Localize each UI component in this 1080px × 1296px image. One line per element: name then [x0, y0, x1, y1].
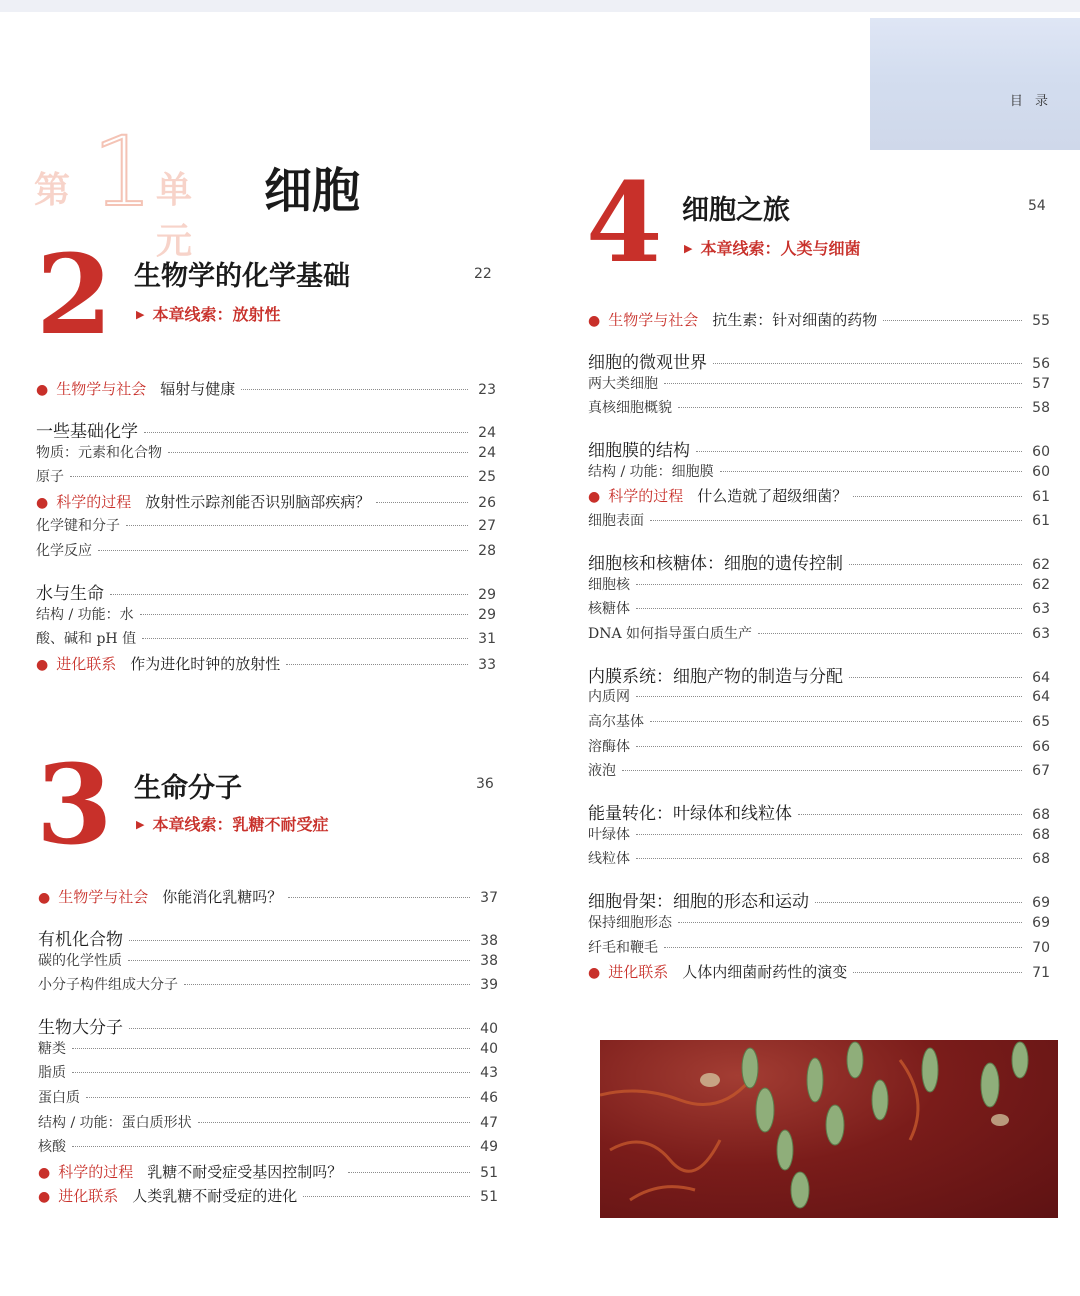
bacteria-icon [600, 1040, 1058, 1218]
dot-leader [241, 389, 468, 390]
toc-subsection-row[interactable] [588, 461, 1050, 481]
toc-entry-title: 酸、碱和 pH 值 [36, 631, 137, 648]
toc-page-number: 51 [480, 1164, 498, 1181]
dot-leader [376, 502, 468, 503]
feature-title: 抗生素：针对细菌的药物 [712, 311, 878, 329]
toc-entry-title: 细胞核 [588, 576, 630, 593]
chapter-3-header [36, 740, 496, 869]
toc-page-number: 67 [1032, 763, 1050, 780]
toc-entry-title: 液泡 [588, 763, 616, 780]
toc-page-number: 61 [1032, 489, 1050, 506]
dot-leader [678, 407, 1022, 408]
dot-leader [86, 1097, 470, 1098]
chapter-title[interactable]: 生命分子 [134, 773, 242, 804]
thread-label: 本章线索： [152, 815, 233, 834]
toc-page-number: 64 [1032, 689, 1050, 706]
toc-entry-title: 生物大分子 [38, 1018, 123, 1039]
dot-leader [72, 1072, 470, 1073]
dot-leader [286, 664, 468, 665]
toc-feature-row[interactable] [38, 886, 498, 907]
toc-section-row[interactable] [36, 417, 496, 442]
unit-title: 细胞 [264, 163, 361, 219]
toc-page-number: 27 [478, 518, 496, 535]
toc-feature-row[interactable] [588, 309, 1050, 330]
contents-tab [870, 18, 1080, 150]
dot-leader [758, 633, 1022, 634]
chapter-thread [136, 812, 329, 835]
top-band [0, 0, 1080, 12]
toc-entry-title: 细胞骨架：细胞的形态和运动 [588, 892, 809, 913]
toc-section-row[interactable] [38, 1013, 498, 1038]
toc-entry-title: 溶酶体 [588, 738, 630, 755]
chapter-number: 2 [36, 230, 113, 359]
toc-subsection-row[interactable] [588, 711, 1050, 731]
toc-entry-title: 结构 / 功能：蛋白质形状 [38, 1114, 192, 1131]
toc-page-number: 61 [1032, 513, 1050, 529]
toc-subsection-row[interactable] [38, 1062, 498, 1082]
dot-leader [853, 496, 1022, 497]
bullet-icon: ● [588, 313, 601, 329]
toc-entry-title: 化学反应 [36, 543, 92, 559]
bullet-icon: ● [36, 656, 49, 673]
toc-subsection-row[interactable] [588, 510, 1050, 530]
toc-entry-title: 小分子构件组成大分子 [38, 977, 178, 994]
toc-page-number: 46 [480, 1090, 498, 1106]
thread-label: 本章线索： [700, 239, 781, 258]
toc-section-row[interactable] [588, 436, 1050, 461]
toc-subsection-row[interactable] [588, 373, 1050, 393]
toc-page-number: 66 [1032, 738, 1050, 755]
dot-leader [883, 320, 1022, 321]
toc-entry-title: 核酸 [38, 1139, 66, 1156]
toc-page-number: 68 [1032, 851, 1050, 868]
toc-feature-row[interactable] [588, 961, 1050, 982]
toc-subsection-row[interactable] [38, 1038, 498, 1058]
toc-subsection-row[interactable] [36, 442, 496, 462]
dot-leader [144, 432, 468, 433]
feature-tag: 科学的过程 [608, 487, 684, 506]
toc-feature-entry [38, 886, 282, 907]
dot-leader [636, 584, 1022, 585]
toc-section-row[interactable] [588, 799, 1050, 824]
toc-feature-row[interactable] [36, 653, 496, 674]
bullet-icon: ● [36, 382, 49, 398]
toc-entry-title: 化学键和分子 [36, 518, 120, 535]
feature-title: 作为进化时钟的放射性 [130, 654, 281, 673]
dot-leader [168, 452, 468, 453]
bullet-icon: ● [588, 489, 601, 506]
toc-feature-entry [36, 378, 235, 399]
toc-feature-entry [36, 491, 370, 512]
toc-feature-entry [36, 653, 280, 674]
toc-page-number: 70 [1032, 939, 1050, 956]
toc-subsection-row[interactable] [588, 686, 1050, 706]
feature-tag: 科学的过程 [56, 492, 132, 511]
toc-page-number: 65 [1032, 714, 1050, 730]
toc-entry-title: 结构 / 功能：细胞膜 [588, 463, 714, 480]
feature-tag: 进化联系 [608, 963, 669, 982]
dot-leader [198, 1122, 470, 1123]
toc-page-number: 29 [478, 587, 496, 603]
toc-entry-title: 高尔基体 [588, 714, 644, 730]
dot-leader [110, 594, 468, 595]
toc-page-number: 49 [480, 1139, 498, 1156]
toc-subsection-row[interactable] [36, 540, 496, 560]
toc-page-number: 43 [480, 1065, 498, 1082]
toc-entry-title: 有机化合物 [38, 930, 123, 950]
toc-page-number: 40 [480, 1040, 498, 1057]
toc-entry-title: 碳的化学性质 [38, 952, 122, 969]
feature-title: 放射性示踪剂能否识别脑部疾病？ [145, 492, 371, 511]
toc-page-number: 55 [1032, 313, 1050, 329]
toc-subsection-row[interactable] [38, 974, 498, 994]
toc-feature-row[interactable] [36, 378, 496, 399]
unit-suffix: 单元 [156, 169, 193, 262]
dot-leader [678, 922, 1022, 923]
triangle-icon: ▶ [684, 242, 693, 255]
toc-page-number: 26 [478, 494, 496, 511]
toc-entry-title: 物质：元素和化合物 [36, 444, 162, 461]
toc-page-number: 69 [1032, 915, 1050, 931]
toc-entry-title: 保持细胞形态 [588, 915, 672, 931]
unit-number: 1 [92, 116, 154, 228]
dot-leader [70, 476, 468, 477]
toc-page-number: 64 [1032, 669, 1050, 686]
toc-subsection-row[interactable] [588, 598, 1050, 618]
toc-feature-entry [588, 309, 877, 330]
dot-leader [636, 608, 1022, 609]
toc-entry-title: 叶绿体 [588, 826, 630, 843]
dot-leader [142, 638, 468, 639]
toc-page-number: 71 [1032, 965, 1050, 982]
toc-subsection-row[interactable] [588, 848, 1050, 868]
dot-leader [636, 834, 1022, 835]
chapter-number: 3 [36, 740, 113, 869]
toc-feature-row[interactable] [38, 1185, 498, 1206]
dot-leader [72, 1146, 470, 1147]
toc-page-number: 56 [1032, 356, 1050, 372]
toc-section-row[interactable] [588, 662, 1050, 687]
thread-value: 人类与细菌 [780, 239, 861, 258]
toc-feature-row[interactable] [38, 1161, 498, 1182]
dot-leader [664, 383, 1022, 384]
chapter-thread [684, 236, 861, 259]
toc-subsection-row[interactable] [588, 736, 1050, 756]
toc-page-number: 29 [478, 606, 496, 623]
chapter-title[interactable]: 细胞之旅 [682, 195, 790, 226]
toc-subsection-row[interactable] [588, 760, 1050, 780]
dot-leader [713, 363, 1022, 364]
feature-tag: 科学的过程 [58, 1162, 134, 1181]
toc-feature-row[interactable] [588, 485, 1050, 506]
toc-page-number: 38 [480, 933, 498, 949]
dot-leader [853, 972, 1022, 973]
toc-entry-title: 原子 [36, 469, 64, 486]
dot-leader [798, 814, 1022, 815]
dot-leader [664, 947, 1022, 948]
toc-page-number: 60 [1032, 463, 1050, 480]
feature-title: 人类乳糖不耐受症的进化 [132, 1187, 298, 1206]
thread-value: 放射性 [232, 305, 281, 324]
bullet-icon: ● [588, 965, 601, 982]
toc-page-number: 24 [478, 444, 496, 461]
toc-feature-entry [588, 961, 847, 982]
bullet-icon: ● [38, 1164, 51, 1181]
bullet-icon: ● [38, 1189, 51, 1206]
dot-leader [849, 564, 1022, 565]
toc-entry-title: 结构 / 功能：水 [36, 606, 134, 623]
dot-leader [128, 960, 470, 961]
feature-title: 什么造就了超级细菌？ [697, 487, 848, 506]
unit-prefix: 第 [34, 169, 71, 211]
toc-entry-title: 细胞膜的结构 [588, 441, 690, 462]
toc-entry-title: 一些基础化学 [36, 422, 138, 442]
toc-subsection-row[interactable] [38, 1112, 498, 1132]
feature-tag: 生物学与社会 [56, 380, 147, 398]
dot-leader [650, 520, 1022, 521]
toc-entry-title: 能量转化：叶绿体和线粒体 [588, 804, 792, 825]
triangle-icon: ▶ [136, 818, 145, 831]
dot-leader [636, 696, 1022, 697]
toc-subsection-row[interactable] [588, 912, 1050, 932]
toc-entry-title: 真核细胞概貌 [588, 400, 672, 417]
toc-subsection-row[interactable] [588, 937, 1050, 957]
toc-subsection-row[interactable] [588, 397, 1050, 417]
toc-page-number: 62 [1032, 557, 1050, 573]
toc-page-number: 38 [480, 952, 498, 969]
toc-entry-title: 内膜系统：细胞产物的制造与分配 [588, 666, 843, 687]
toc-entry-title: 核糖体 [588, 601, 630, 618]
toc-subsection-row[interactable] [588, 574, 1050, 594]
dot-leader [650, 721, 1022, 722]
toc-page-number: 60 [1032, 444, 1050, 461]
dot-leader [288, 897, 470, 898]
toc-subsection-row[interactable] [36, 604, 496, 624]
toc-subsection-row[interactable] [36, 628, 496, 648]
chapter-page: 54 [1028, 198, 1046, 214]
chapter-title[interactable]: 生物学的化学基础 [134, 261, 350, 292]
toc-subsection-row[interactable] [36, 515, 496, 535]
toc-section-row[interactable] [588, 549, 1050, 574]
toc-page-number: 63 [1032, 625, 1050, 642]
toc-entry-title: 线粒体 [588, 851, 630, 868]
thread-label: 本章线索： [152, 305, 233, 324]
bacteria-micrograph-image [600, 1040, 1058, 1218]
dot-leader [303, 1196, 470, 1197]
toc-subsection-row[interactable] [38, 1136, 498, 1156]
dot-leader [72, 1048, 470, 1049]
toc-page-number: 28 [478, 543, 496, 559]
dot-leader [126, 525, 468, 526]
dot-leader [849, 677, 1022, 678]
toc-entry-title: 两大类细胞 [588, 375, 658, 392]
triangle-icon: ▶ [136, 308, 145, 321]
toc-feature-entry [588, 485, 847, 506]
bullet-icon: ● [36, 494, 49, 511]
thread-value: 乳糖不耐受症 [232, 815, 329, 834]
feature-title: 乳糖不耐受症受基因控制吗？ [147, 1162, 343, 1181]
dot-leader [98, 550, 468, 551]
dot-leader [636, 858, 1022, 859]
toc-subsection-row[interactable] [588, 623, 1050, 643]
toc-page-number: 23 [478, 382, 496, 398]
toc-entry-title: 蛋白质 [38, 1090, 80, 1106]
toc-page-number: 62 [1032, 576, 1050, 593]
toc-entry-title: 水与生命 [36, 584, 104, 604]
toc-page-number: 51 [480, 1189, 498, 1206]
toc-section-row[interactable] [588, 348, 1050, 373]
toc-entry-title: 细胞表面 [588, 513, 644, 529]
dot-leader [348, 1172, 470, 1173]
toc-entry-title: 细胞核和核糖体：细胞的遗传控制 [588, 554, 843, 574]
feature-title: 你能消化乳糖吗？ [162, 888, 283, 906]
feature-title: 人体内细菌耐药性的演变 [682, 963, 848, 982]
toc-page-number: 58 [1032, 400, 1050, 417]
toc-page-number: 57 [1032, 375, 1050, 392]
toc-subsection-row[interactable] [36, 466, 496, 486]
toc-page-number: 25 [478, 469, 496, 486]
toc-page-number: 68 [1032, 826, 1050, 843]
chapter-page: 22 [474, 266, 492, 282]
toc-entry-title: 纤毛和鞭毛 [588, 939, 658, 956]
dot-leader [696, 451, 1022, 452]
feature-tag: 进化联系 [58, 1187, 119, 1206]
toc-entry-title: 脂质 [38, 1065, 66, 1082]
toc-page-number: 69 [1032, 895, 1050, 912]
dot-leader [184, 984, 470, 985]
bullet-icon: ● [38, 890, 51, 906]
dot-leader [140, 614, 468, 615]
toc-entry-title: DNA 如何指导蛋白质生产 [588, 625, 753, 642]
toc-page-number: 68 [1032, 807, 1050, 824]
dot-leader [636, 746, 1022, 747]
toc-feature-entry [38, 1185, 297, 1206]
chapter-2-header [36, 230, 496, 359]
toc-entry-title: 内质网 [588, 689, 630, 706]
toc-subsection-row[interactable] [38, 1087, 498, 1107]
toc-feature-entry [38, 1161, 342, 1182]
chapter-4-header [586, 158, 1048, 287]
toc-page-number: 40 [480, 1021, 498, 1038]
toc-feature-row[interactable] [36, 491, 496, 512]
toc-page-number: 31 [478, 631, 496, 648]
toc-entry-title: 糖类 [38, 1040, 66, 1057]
feature-tag: 生物学与社会 [608, 311, 699, 329]
toc-page-number: 47 [480, 1114, 498, 1131]
toc-page-number: 39 [480, 977, 498, 994]
toc-page-number: 33 [478, 656, 496, 673]
feature-title: 辐射与健康 [160, 380, 236, 398]
toc-page-number: 63 [1032, 601, 1050, 618]
toc-entry-title: 细胞的微观世界 [588, 353, 707, 373]
dot-leader [129, 940, 470, 941]
chapter-thread [136, 302, 281, 325]
toc-page-number: 37 [480, 890, 498, 906]
dot-leader [622, 770, 1022, 771]
toc-subsection-row[interactable] [38, 950, 498, 970]
toc-subsection-row[interactable] [588, 824, 1050, 844]
contents-label: 目 录 [1009, 94, 1052, 109]
dot-leader [720, 471, 1022, 472]
chapter-number: 4 [586, 158, 663, 287]
toc-section-row[interactable] [38, 925, 498, 950]
toc-section-row[interactable] [36, 579, 496, 604]
dot-leader [815, 902, 1022, 903]
toc-section-row[interactable] [588, 887, 1050, 912]
feature-tag: 生物学与社会 [58, 888, 149, 906]
feature-tag: 进化联系 [56, 654, 117, 673]
dot-leader [129, 1028, 470, 1029]
toc-page-number: 24 [478, 425, 496, 441]
chapter-page: 36 [476, 776, 494, 792]
